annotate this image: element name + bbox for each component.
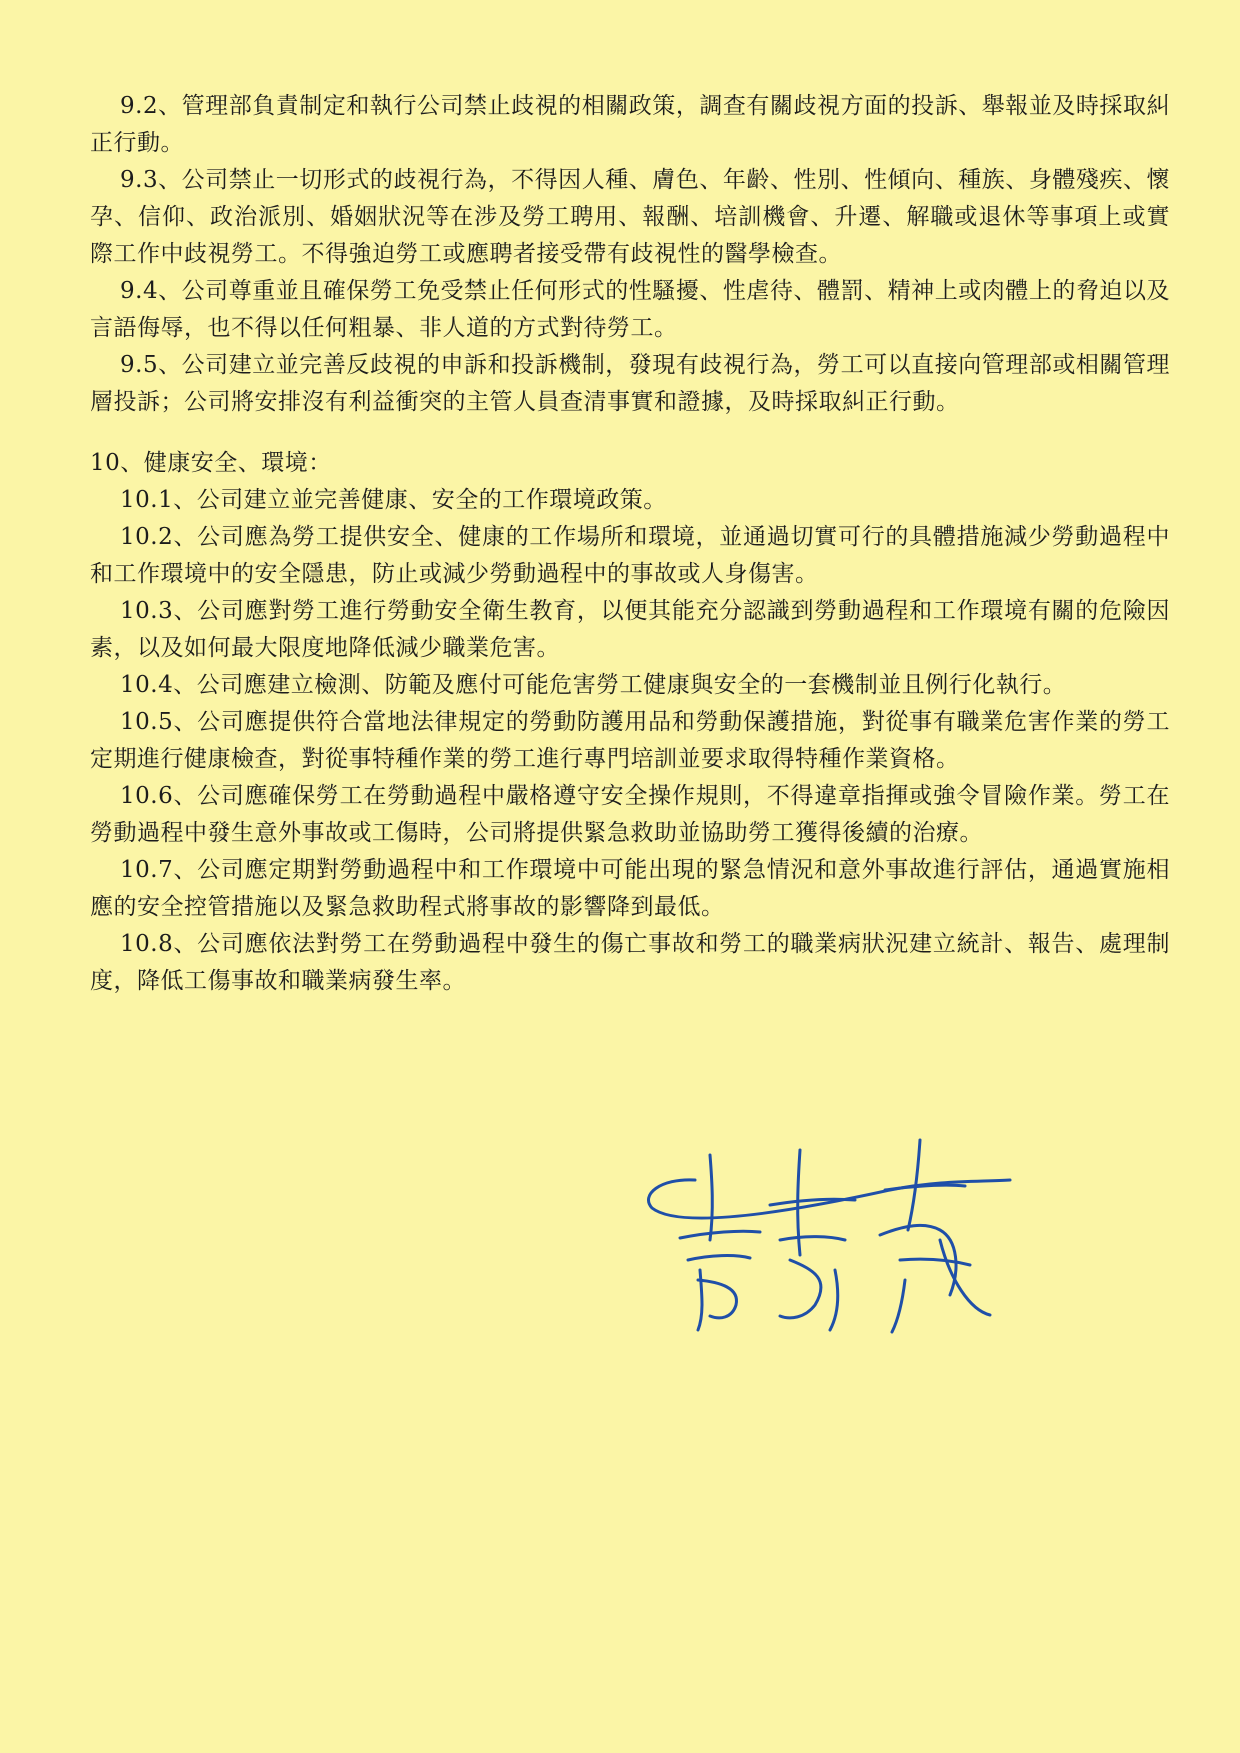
clause-9-3: 9.3、公司禁止一切形式的歧視行為，不得因人種、膚色、年齡、性別、性傾向、種族、身體殘疾、懷孕、信仰、政治派別、婚姻狀況等在涉及勞工聘用、報酬、培訓機會、升遷、解職或退休等事項上或實際工作中歧視勞工。不得強迫勞工或應聘者接受帶有歧視性的醫學檢查。 <box>90 167 1170 267</box>
clause-10-7: 10.7、公司應定期對勞動過程中和工作環境中可能出現的緊急情況和意外事故進行評估，通過實施相應的安全控管措施以及緊急救助程式將事故的影響降到最低。 <box>90 857 1170 920</box>
clause-10-1: 10.1、公司建立並完善健康、安全的工作環境政策。 <box>120 487 667 513</box>
clause-9-4: 9.4、公司尊重並且確保勞工免受禁止任何形式的性騷擾、性虐待、體罰、精神上或肉體上的脅迫以及言語侮辱，也不得以任何粗暴、非人道的方式對待勞工。 <box>90 278 1170 341</box>
clause-10-6: 10.6、公司應確保勞工在勞動過程中嚴格遵守安全操作規則，不得違章指揮或強令冒險作業。勞工在勞動過程中發生意外事故或工傷時，公司將提供緊急救助並協助勞工獲得後續的治療。 <box>90 783 1170 846</box>
clause-10-8: 10.8、公司應依法對勞工在勞動過程中發生的傷亡事故和勞工的職業病狀況建立統計、報告、處理制度，降低工傷事故和職業病發生率。 <box>90 931 1170 994</box>
clause-10-2: 10.2、公司應為勞工提供安全、健康的工作場所和環境，並通過切實可行的具體措施減少勞動過程中和工作環境中的安全隱患，防止或減少勞動過程中的事故或人身傷害。 <box>90 524 1170 587</box>
clause-9-2: 9.2、管理部負責制定和執行公司禁止歧視的相關政策，調查有關歧視方面的投訴、舉報並及時採取糾正行動。 <box>90 93 1170 156</box>
clause-10-5: 10.5、公司應提供符合當地法律規定的勞動防護用品和勞動保護措施，對從事有職業危害作業的勞工定期進行健康檢查，對從事特種作業的勞工進行專門培訓並要求取得特種作業資格。 <box>90 709 1170 772</box>
clause-9-5: 9.5、公司建立並完善反歧視的申訴和投訴機制，發現有歧視行為，勞工可以直接向管理部或相關管理層投訴；公司將安排沒有利益衝突的主管人員查清事實和證據，及時採取糾正行動。 <box>90 352 1170 415</box>
clause-10-4: 10.4、公司應建立檢測、防範及應付可能危害勞工健康與安全的一套機制並且例行化執行。 <box>120 672 1067 698</box>
handwritten-signature <box>640 1120 1020 1340</box>
section-9-block <box>90 88 1170 421</box>
section-10-block <box>90 445 1170 1000</box>
document-body <box>90 88 1170 1000</box>
section-10-heading: 10、健康安全、環境： <box>90 450 332 476</box>
clause-10-3: 10.3、公司應對勞工進行勞動安全衛生教育，以便其能充分認識到勞動過程和工作環境有關的危險因素，以及如何最大限度地降低減少職業危害。 <box>90 598 1170 661</box>
